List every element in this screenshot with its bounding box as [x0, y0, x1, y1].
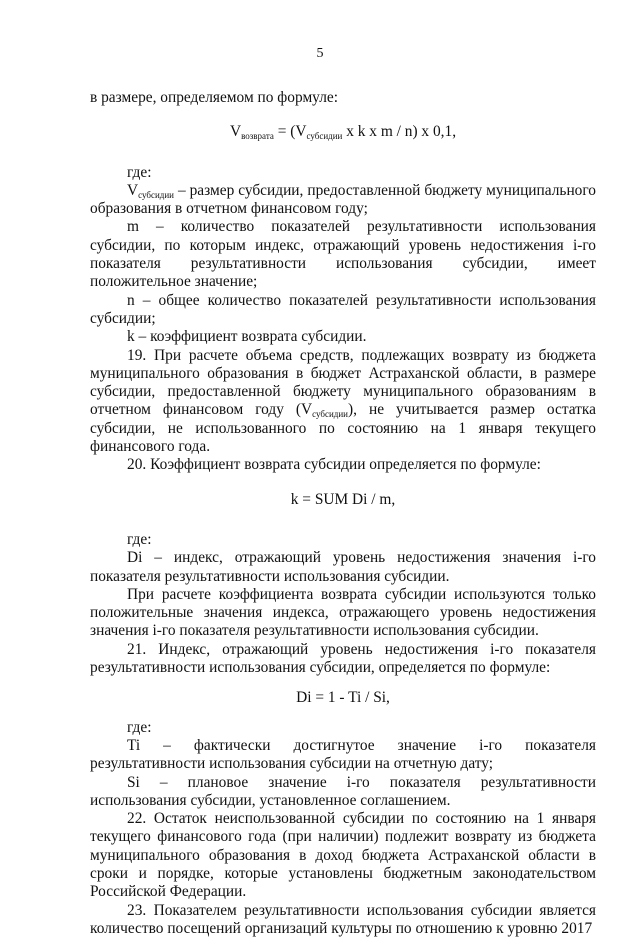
- formula-index: Di = 1 - Ti / Si,: [296, 689, 390, 707]
- definition-ti: Ti – фактически достигнутое значение i-го показателя результативности использования субсидии на отчетную дату;: [90, 736, 596, 773]
- document-body: [90, 89, 596, 938]
- definition-m: m – количество показателей результативности использования субсидии, по которым индекс, отражающий уровень недостижения i-го показателя результативности использования субсидии, имеет положительное значение;: [90, 218, 596, 291]
- paragraph-calc: При расчете коэффициента возврата субсидии используются только положительные значения индекса, отражающего уровень недостижения значения i-го показателя результативности использования субсидии.: [90, 585, 596, 640]
- definition-n: n – общее количество показателей результативности использования субсидии;: [90, 291, 596, 327]
- where-label: где:: [127, 718, 152, 736]
- where-label: где:: [127, 530, 152, 548]
- intro-line: в размере, определяемом по формуле:: [90, 89, 338, 106]
- paragraph-19: 19. При расчете объема средств, подлежащих возврату из бюджета муниципального образования в бюджет Астраханской области, в размере субсидии, предоставленной бюджету муниципального образованиям в отчетном финансовом году $(V_{субсидии})$, не учитывается размер остатка субсидии, не использованного по состоянию на 1 января текущего финансового года.: [90, 346, 596, 456]
- paragraph-22: 22. Остаток неиспользованной субсидии по состоянию на 1 января текущего финансового года (при наличии) подлежит возврату из бюджета муниципального образования в доход бюджета Астраханской области в сроки и порядке, которые установлены бюджетным законодательством Российской Федерации.: [90, 810, 596, 901]
- paragraph-23: 23. Показателем результативности использования субсидии является количество посещений организаций культуры по отношению к уровню 2017: [90, 901, 596, 937]
- formula-return-volume: $V_{возврата} = (V_{субсидии}$ x k x m / n) x 0,1,: [229, 123, 457, 142]
- paragraph-20: 20. Коэффициент возврата субсидии определяется по формуле:: [127, 456, 541, 474]
- definition-si: Si – плановое значение i-го показателя результативности использования субсидии, установленное соглашением.: [90, 773, 596, 809]
- paragraph-21: 21. Индекс, отражающий уровень недостижения i-го показателя результативности использования субсидии, определяется по формуле:: [90, 640, 596, 677]
- definition-v-subsidy: $V_{субсидии}$ – размер субсидии, предоставленной бюджету муниципального образования в отчетном финансовом году;: [90, 181, 596, 218]
- definition-di: Di – индекс, отражающий уровень недостижения значения i-го показателя результативности использования субсидии.: [90, 549, 596, 585]
- where-label: где:: [127, 163, 152, 181]
- definition-k: k – коэффициент возврата субсидии.: [127, 328, 367, 346]
- formula-coefficient: k = SUM Di / m,: [290, 490, 396, 508]
- page-number: 5: [316, 46, 324, 61]
